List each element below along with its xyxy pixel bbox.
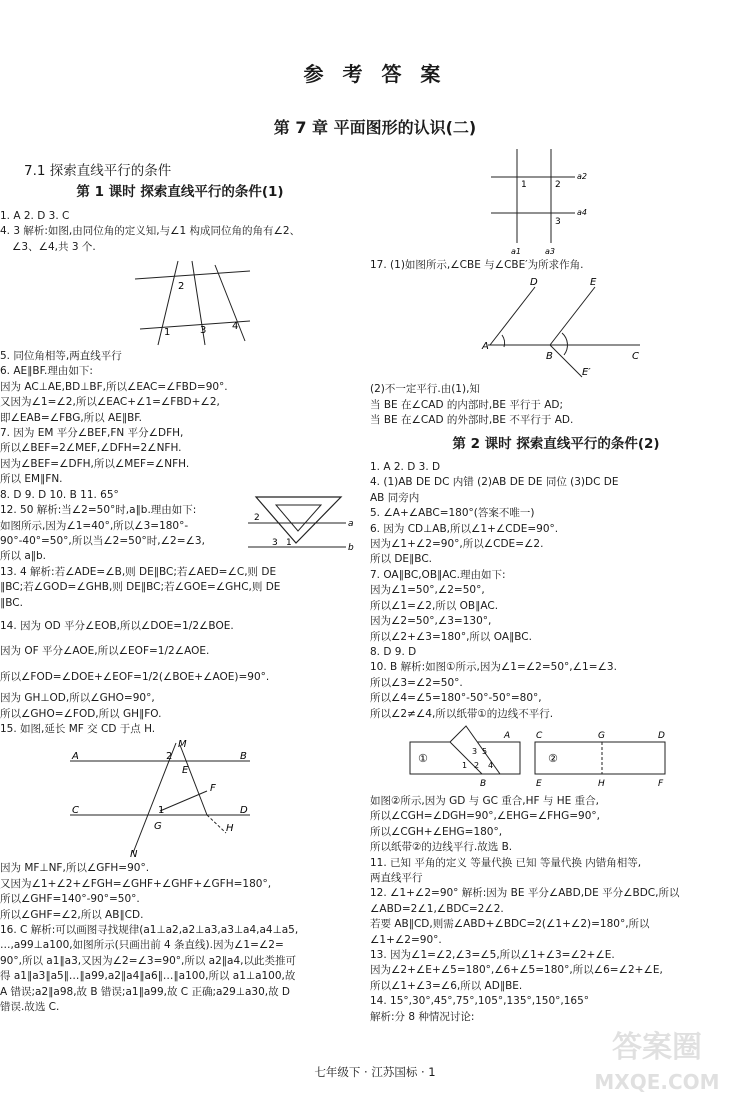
answer-line: 8. D 9. D <box>370 645 417 658</box>
point-label: H <box>226 823 234 835</box>
answer-line: 7. 因为 EM 平分∠BEF,FN 平分∠DFH, <box>0 427 184 440</box>
line-label: a3 <box>545 247 555 256</box>
answer-line: 4. 3 解析:如图,由同位角的定义知,与∠1 构成同位角的角有∠2、 <box>0 225 301 238</box>
point-label: C <box>536 730 543 741</box>
answer-line: 所以∠CGH+∠EHG=180°, <box>370 825 503 838</box>
answer-line: 90°,所以 a1∥a3,又因为∠2=∠3=90°,所以 a2∥a4,以此类推可 <box>0 954 296 967</box>
answer-line: ∠3、∠4,共 3 个. <box>12 240 96 253</box>
angle-label: 4 <box>488 760 494 770</box>
angle-label: 1 <box>462 760 468 770</box>
figure-q12 <box>246 493 356 553</box>
point-label: B <box>480 778 487 789</box>
point-label: A <box>482 341 489 353</box>
answer-line: 如图②所示,因为 GD 与 GC 重合,HF 与 HE 重合, <box>370 794 599 807</box>
point-label: A <box>504 730 511 741</box>
section-heading: 7.1 探索直线平行的条件 <box>24 163 172 179</box>
answer-line: 所以∠4=∠5=180°-50°-50°=80°, <box>370 692 542 705</box>
answer-line: 当 BE 在∠CAD 的内部时,BE 平行于 AD; <box>370 398 564 411</box>
point-label: E <box>536 778 542 789</box>
answer-line: 因为 MF⊥NF,所以∠GFH=90°. <box>0 862 150 875</box>
angle-label: 4 <box>232 321 239 333</box>
answer-line: 又因为∠1=∠2,所以∠EAC+∠1=∠FBD+∠2, <box>0 396 220 409</box>
answer-line: 因为∠2+∠E+∠5=180°,∠6+∠5=180°,所以∠6=∠2+∠E, <box>370 964 663 977</box>
answer-line: 13. 因为∠1=∠2,∠3=∠5,所以∠1+∠3=∠2+∠E. <box>370 949 615 961</box>
point-label: E <box>182 765 189 777</box>
point-label: G <box>598 730 605 741</box>
line-label: a <box>348 519 354 530</box>
answer-line: 90°-40°=50°,所以当∠2=50°时,∠2=∠3, <box>0 534 205 547</box>
answer-line: 16. C 解析:可以画图寻找规律(a1⊥a2,a2⊥a3,a3⊥a4,a4⊥a5, <box>0 924 299 936</box>
answer-line: 因为∠2=50°,∠3=130°, <box>370 615 492 628</box>
answer-line: 因为 OF 平分∠AOE,所以∠EOF=1/2∠AOE. <box>0 645 210 658</box>
answer-line: 因为 AC⊥AE,BD⊥BF,所以∠EAC=∠FBD=90°. <box>0 380 228 393</box>
answer-line: 4. (1)AB DE DC 内错 (2)AB DE DE 同位 (3)DC DE <box>370 476 619 489</box>
svg-text:答案圈: 答案圈 <box>612 1030 702 1065</box>
answer-line: 两直线平行 <box>370 871 423 884</box>
answer-line: 因为∠1=50°,∠2=50°, <box>370 584 485 597</box>
answer-line: 7. OA∥BC,OB∥AC.理由如下: <box>370 568 506 581</box>
point-label: C <box>632 351 639 363</box>
point-label: D <box>658 730 665 741</box>
point-label: H <box>598 778 605 789</box>
figure-q10 <box>370 724 742 792</box>
answer-line: ∠ABD=2∠1,∠BDC=2∠2. <box>370 902 504 915</box>
line-label: a4 <box>577 208 587 217</box>
answer-line: 所以∠1=∠2,所以 OB∥AC. <box>370 599 499 612</box>
angle-label: 2 <box>474 760 480 770</box>
answer-line: 所以∠2≠∠4,所以纸带①的边线不平行. <box>370 707 554 720</box>
answer-line: 错误.故选 C. <box>0 1001 60 1014</box>
answer-line: 因为∠BEF=∠DFH,所以∠MEF=∠NFH. <box>0 457 190 470</box>
answer-line: 所以∠GHF=140°-90°=50°. <box>0 893 140 906</box>
figure-q15 <box>0 739 360 859</box>
answer-line: 解析:分 8 种情况讨论: <box>370 1010 475 1023</box>
answer-line: 17. (1)如图所示,∠CBE 与∠CBE′为所求作角. <box>370 259 584 271</box>
answer-line: 即∠EAB=∠FBG,所以 AE∥BF. <box>0 411 142 424</box>
angle-label: 3 <box>472 746 478 756</box>
answer-line: 当 BE 在∠CAD 的外部时,BE 不平行于 AD. <box>370 414 574 427</box>
answer-line: 11. 已知 平角的定义 等量代换 已知 等量代换 内错角相等, <box>370 856 642 869</box>
answer-line: 14. 15°,30°,45°,75°,105°,135°,150°,165° <box>370 995 590 1008</box>
svg-text:MXQE.COM: MXQE.COM <box>594 1070 720 1094</box>
answer-line: 15. 如图,延长 MF 交 CD 于点 H. <box>0 722 156 735</box>
answer-line: 10. B 解析:如图①所示,因为∠1=∠2=50°,∠1=∠3. <box>370 661 617 674</box>
answer-line: 13. 4 解析:若∠ADE=∠B,则 DE∥BC;若∠AED=∠C,则 DE <box>0 565 277 578</box>
answer-line: 12. 50 解析:当∠2=50°时,a∥b.理由如下: <box>0 504 197 517</box>
angle-label: 3 <box>555 217 561 227</box>
lesson-heading-2: 第 2 课时 探索直线平行的条件(2) <box>452 435 660 452</box>
angle-label: 3 <box>200 325 207 337</box>
answer-line: 所以∠3=∠2=50°. <box>370 676 463 689</box>
point-label: G <box>154 821 162 833</box>
point-label: F <box>210 783 216 795</box>
figure-q17 <box>370 275 742 380</box>
angle-label: 2 <box>254 513 260 524</box>
answer-line: 得 a1∥a3∥a5∥…∥a99,a2∥a4∥a6∥…∥a100,所以 a1⊥a100,故 <box>0 970 296 983</box>
line-label: a2 <box>577 172 587 181</box>
figure-number: ② <box>548 751 558 765</box>
angle-label: 1 <box>164 327 171 339</box>
point-label: E <box>590 277 597 289</box>
answer-line: 8. D 9. D 10. B 11. 65° <box>0 488 119 501</box>
answer-line: ∥BC. <box>0 596 23 609</box>
angle-label: 1 <box>286 538 292 549</box>
answer-line: 所以 DE∥BC. <box>370 553 432 566</box>
answer-line: 所以 a∥b. <box>0 550 47 563</box>
left-column <box>0 160 360 1015</box>
answer-line: 所以∠GHO=∠FOD,所以 GH∥FO. <box>0 707 162 720</box>
page-footer: 七年级下 · 江苏国标 · 1 <box>314 1065 436 1079</box>
answer-line: 1. A 2. D 3. C <box>0 209 70 222</box>
answer-line: 14. 因为 OD 平分∠EOB,所以∠DOE=1/2∠BOE. <box>0 619 234 632</box>
answer-line: …,a99⊥a100,如图所示(只画出前 4 条直线).因为∠1=∠2= <box>0 939 284 952</box>
lesson-heading-1: 第 1 课时 探索直线平行的条件(1) <box>76 184 284 201</box>
answer-line: 所以纸带②的边线平行.故选 B. <box>370 841 513 854</box>
point-label: N <box>130 849 138 860</box>
answer-line: 所以∠CGH=∠DGH=90°,∠EHG=∠FHG=90°, <box>370 810 600 823</box>
angle-label: 1 <box>521 180 527 190</box>
watermark-logo <box>582 1019 732 1099</box>
answer-line: 6. 因为 CD⊥AB,所以∠1+∠CDE=90°. <box>370 522 559 535</box>
angle-label: 2 <box>555 180 561 190</box>
angle-label: 3 <box>272 538 278 549</box>
answer-line: 所以∠2+∠3=180°,所以 OA∥BC. <box>370 630 532 643</box>
answer-line: 5. 同位角相等,两直线平行 <box>0 350 122 363</box>
answer-line: 因为∠1+∠2=90°,所以∠CDE=∠2. <box>370 538 544 551</box>
point-label: D <box>530 277 538 289</box>
angle-label: 5 <box>482 746 488 756</box>
point-label: A <box>72 751 79 763</box>
answer-line: AB 同旁内 <box>370 491 420 504</box>
answer-line: 又因为∠1+∠2+∠FGH=∠GHF+∠GHF+∠GFH=180°, <box>0 877 272 890</box>
page-title: 参 考 答 案 <box>303 62 447 86</box>
answer-line: 如图所示,因为∠1=40°,所以∠3=180°- <box>0 519 189 532</box>
answer-line: 所以 EM∥FN. <box>0 473 63 486</box>
answers-block-c <box>0 861 360 1015</box>
answer-line: ∠1+∠2=90°. <box>370 933 442 946</box>
chapter-title: 第 7 章 平面图形的认识(二) <box>273 118 477 137</box>
point-label: B <box>546 351 553 363</box>
answer-line: 因为 GH⊥OD,所以∠GHO=90°, <box>0 692 155 705</box>
answer-line: 6. AE∥BF.理由如下: <box>0 365 93 378</box>
line-label: a1 <box>511 247 521 256</box>
figure-q16 <box>485 147 595 257</box>
answer-line: 5. ∠A+∠ABC=180°(答案不唯一) <box>370 507 535 520</box>
figure-q4 <box>0 257 360 347</box>
point-label: M <box>178 739 187 751</box>
angle-label: 2 <box>166 751 173 763</box>
answer-line: A 错误;a2∥a98,故 B 错误;a1∥a99,故 C 正确;a29⊥a30,故 D <box>0 985 291 998</box>
answer-line: ∥BC;若∠GOD=∠GHB,则 DE∥BC;若∠GOE=∠GHC,则 DE <box>0 581 281 594</box>
point-label: B <box>240 751 247 763</box>
answer-line: 所以∠FOD=∠DOE+∠EOF=1/2(∠BOE+∠AOE)=90°. <box>0 670 270 683</box>
answer-line: (2)不一定平行.由(1),知 <box>370 383 480 396</box>
figure-number: ① <box>418 751 428 765</box>
point-label: F <box>658 778 664 789</box>
angle-label: 1 <box>158 805 165 817</box>
answer-line: 1. A 2. D 3. D <box>370 461 441 474</box>
answer-line: 所以∠GHF=∠2,所以 AB∥CD. <box>0 908 144 921</box>
answers-block-b <box>0 349 360 737</box>
angle-label: 2 <box>178 281 185 293</box>
line-label: b <box>348 543 354 554</box>
answer-line: 所以∠1+∠3=∠6,所以 AD∥BE. <box>370 979 523 992</box>
point-label: C <box>72 805 79 817</box>
answer-line: 所以∠BEF=2∠MEF,∠DFH=2∠NFH. <box>0 442 182 455</box>
answers-block-a <box>0 209 360 255</box>
answer-line: 12. ∠1+∠2=90° 解析:因为 BE 平分∠ABD,DE 平分∠BDC,所以 <box>370 887 680 900</box>
point-label: E′ <box>582 367 591 379</box>
answer-line: 若要 AB∥CD,则需∠ABD+∠BDC=2(∠1+∠2)=180°,所以 <box>370 918 650 931</box>
point-label: D <box>240 805 248 817</box>
